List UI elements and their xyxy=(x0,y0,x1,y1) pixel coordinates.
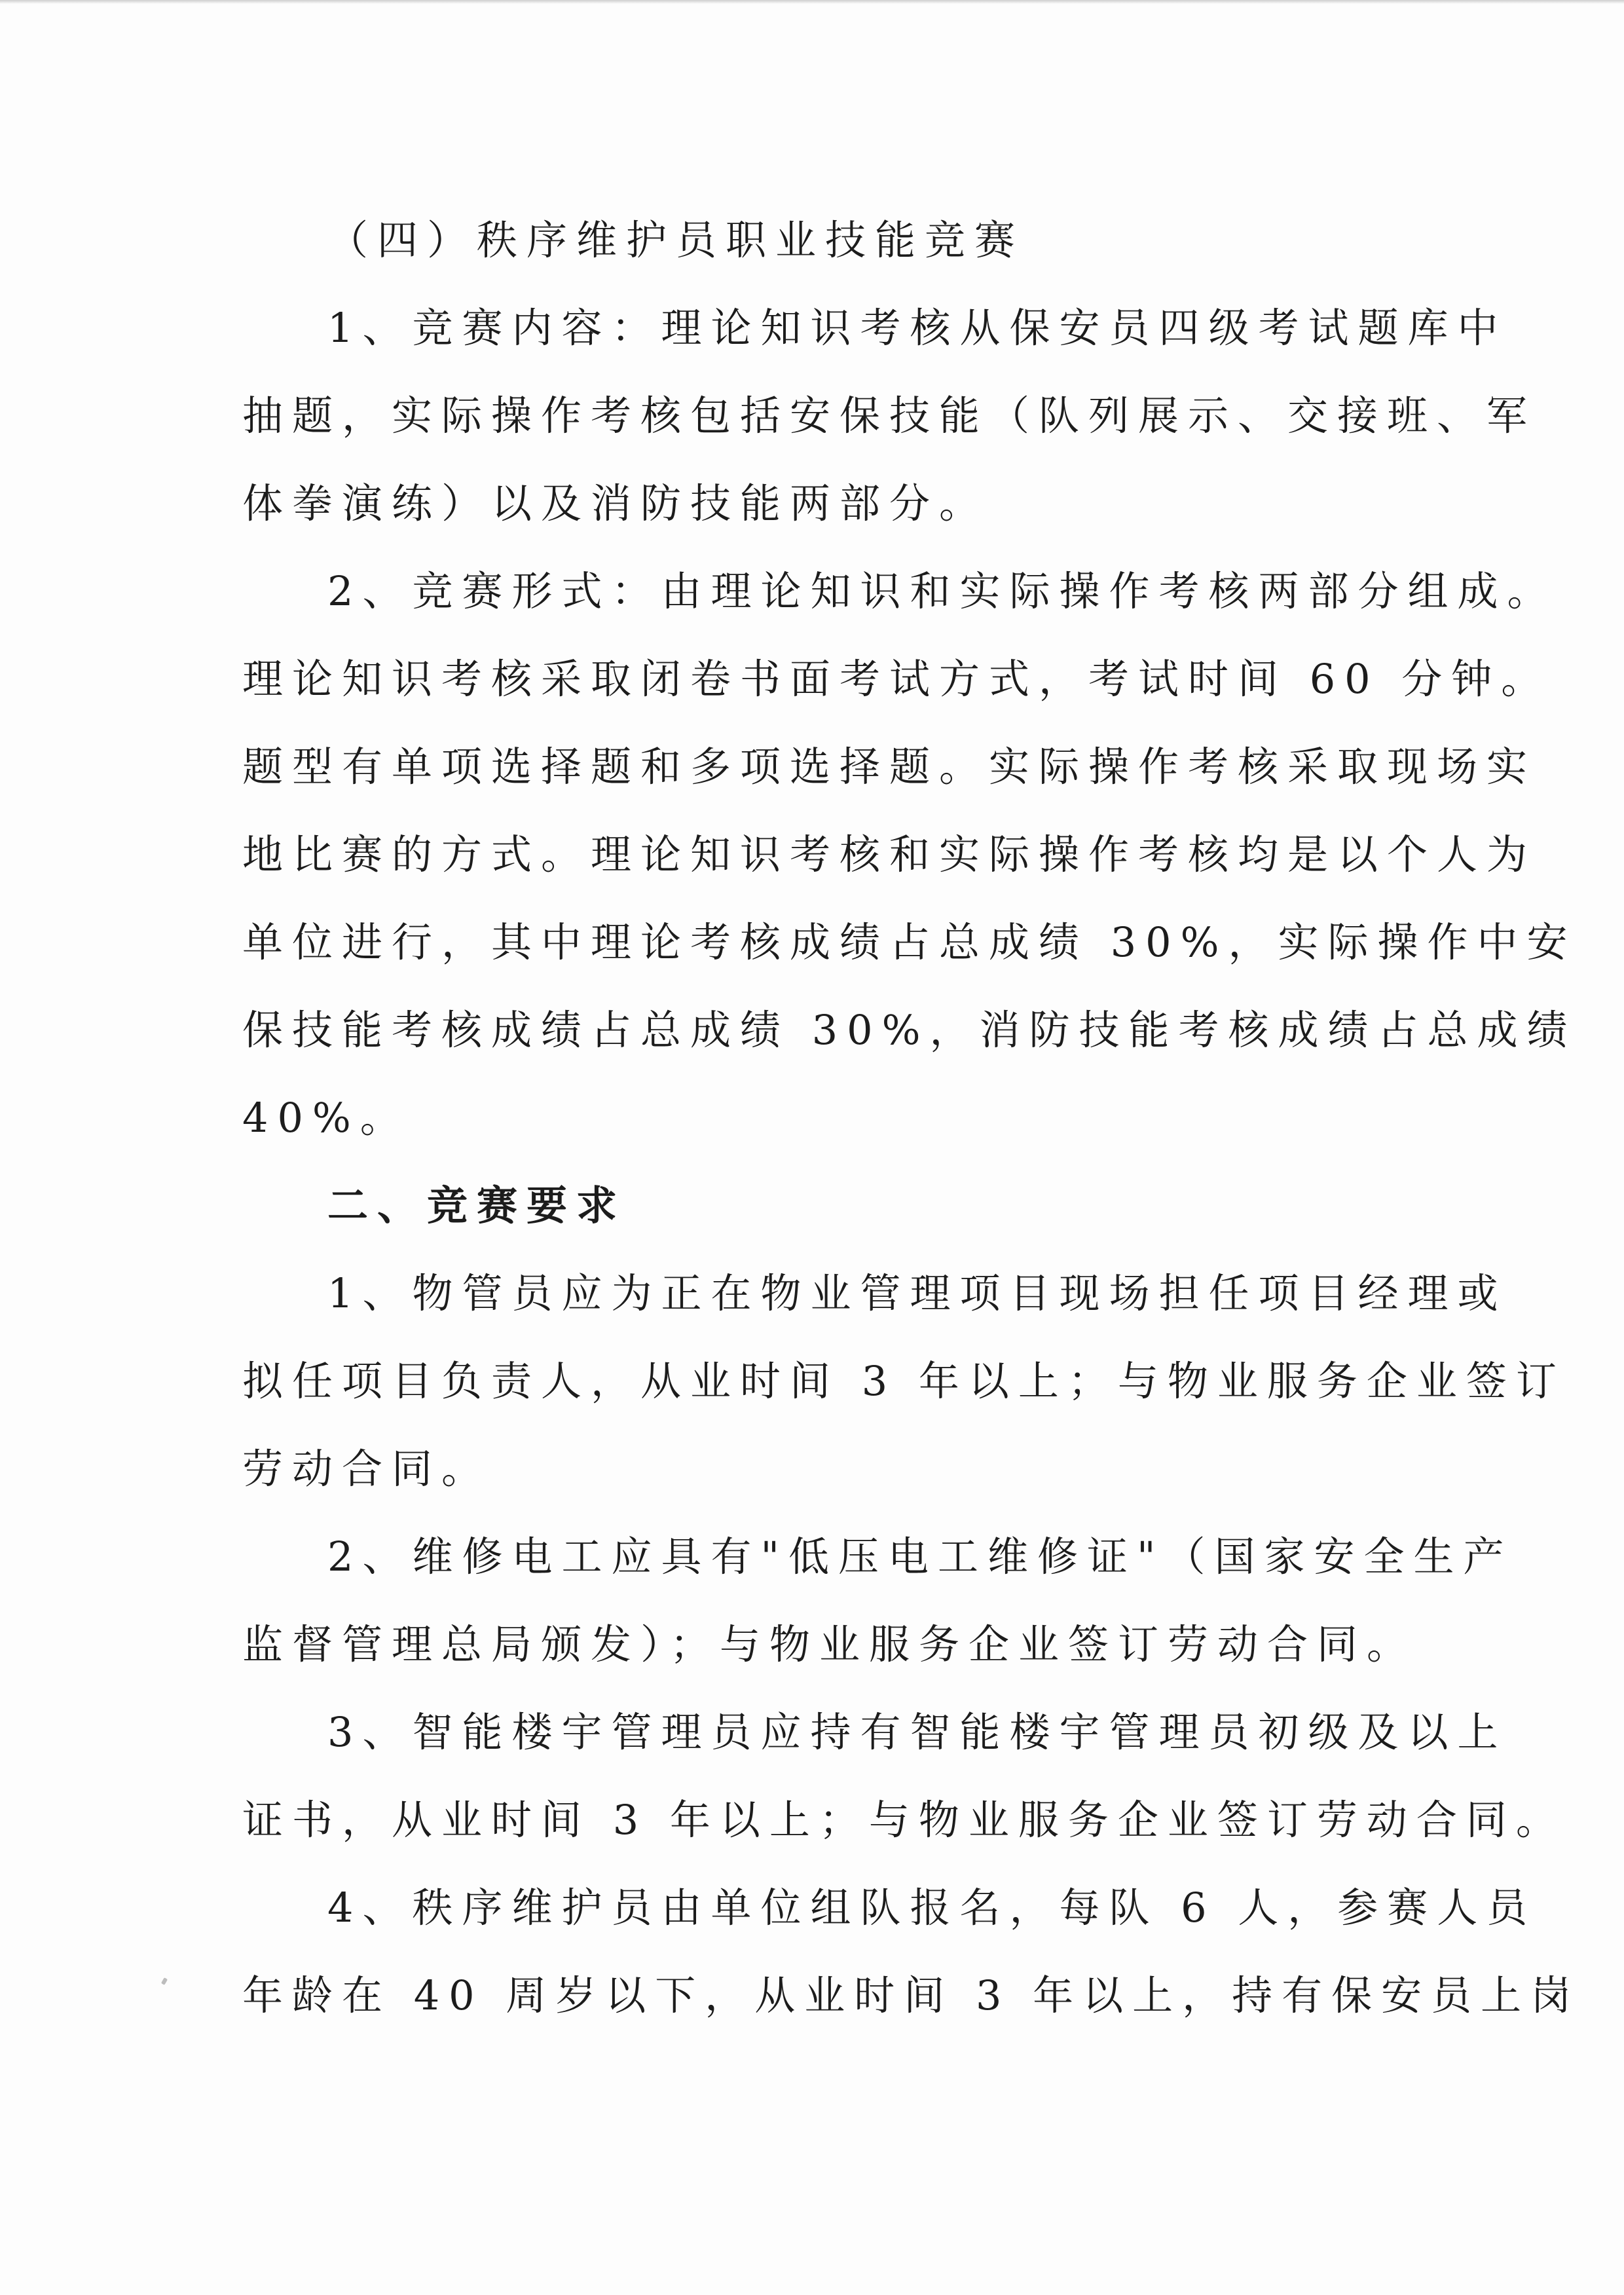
paragraph-format-line-4: 地比赛的方式。理论知识考核和实际操作考核均是以个人为 xyxy=(242,830,1537,878)
paragraph-content-line-1: 1、竞赛内容：理论知识考核从保安员四级考试题库中 xyxy=(327,304,1507,352)
section-title-4: （四）秩序维护员职业技能竞赛 xyxy=(327,216,1025,264)
requirement-4-line-1: 4、秩序维护员由单位组队报名，每队 6 人，参赛人员 xyxy=(327,1884,1537,1931)
requirement-3-line-2: 证书，从业时间 3 年以上；与物业服务企业签订劳动合同。 xyxy=(242,1796,1566,1844)
paragraph-format-line-1: 2、竞赛形式：由理论知识和实际操作考核两部分组成。 xyxy=(327,567,1557,615)
document-body xyxy=(242,196,1581,2040)
scan-speck xyxy=(161,1977,168,1985)
requirement-1-line-3: 劳动合同。 xyxy=(242,1445,492,1493)
requirement-2-line-1: 2、维修电工应具有"低压电工维修证"（国家安全生产 xyxy=(327,1533,1513,1580)
requirement-2-line-2: 监督管理总局颁发）；与物业服务企业签订劳动合同。 xyxy=(242,1620,1417,1668)
requirement-1-line-1: 1、物管员应为正在物业管理项目现场担任项目经理或 xyxy=(327,1269,1507,1317)
paragraph-format-line-5: 单位进行，其中理论考核成绩占总成绩 30%，实际操作中安 xyxy=(242,918,1577,966)
paragraph-format-line-7: 40%。 xyxy=(242,1094,410,1142)
scan-edge xyxy=(0,0,1624,4)
paragraph-format-line-6: 保技能考核成绩占总成绩 30%，消防技能考核成绩占总成绩 xyxy=(242,1006,1577,1054)
paragraph-format-line-3: 题型有单项选择题和多项选择题。实际操作考核采取现场实 xyxy=(242,743,1537,791)
section-title-requirements: 二、竞赛要求 xyxy=(327,1182,627,1229)
requirement-3-line-1: 3、智能楼宇管理员应持有智能楼宇管理员初级及以上 xyxy=(327,1708,1507,1756)
paragraph-content-line-3: 体拳演练）以及消防技能两部分。 xyxy=(242,479,989,527)
requirement-4-line-2: 年龄在 40 周岁以下，从业时间 3 年以上，持有保安员上岗 xyxy=(242,1971,1581,2019)
paragraph-content-line-2: 抽题，实际操作考核包括安保技能（队列展示、交接班、军 xyxy=(242,392,1537,439)
paragraph-format-line-2: 理论知识考核采取闭卷书面考试方式，考试时间 60 分钟。 xyxy=(242,655,1551,703)
requirement-1-line-2: 拟任项目负责人，从业时间 3 年以上；与物业服务企业签订 xyxy=(242,1357,1566,1405)
